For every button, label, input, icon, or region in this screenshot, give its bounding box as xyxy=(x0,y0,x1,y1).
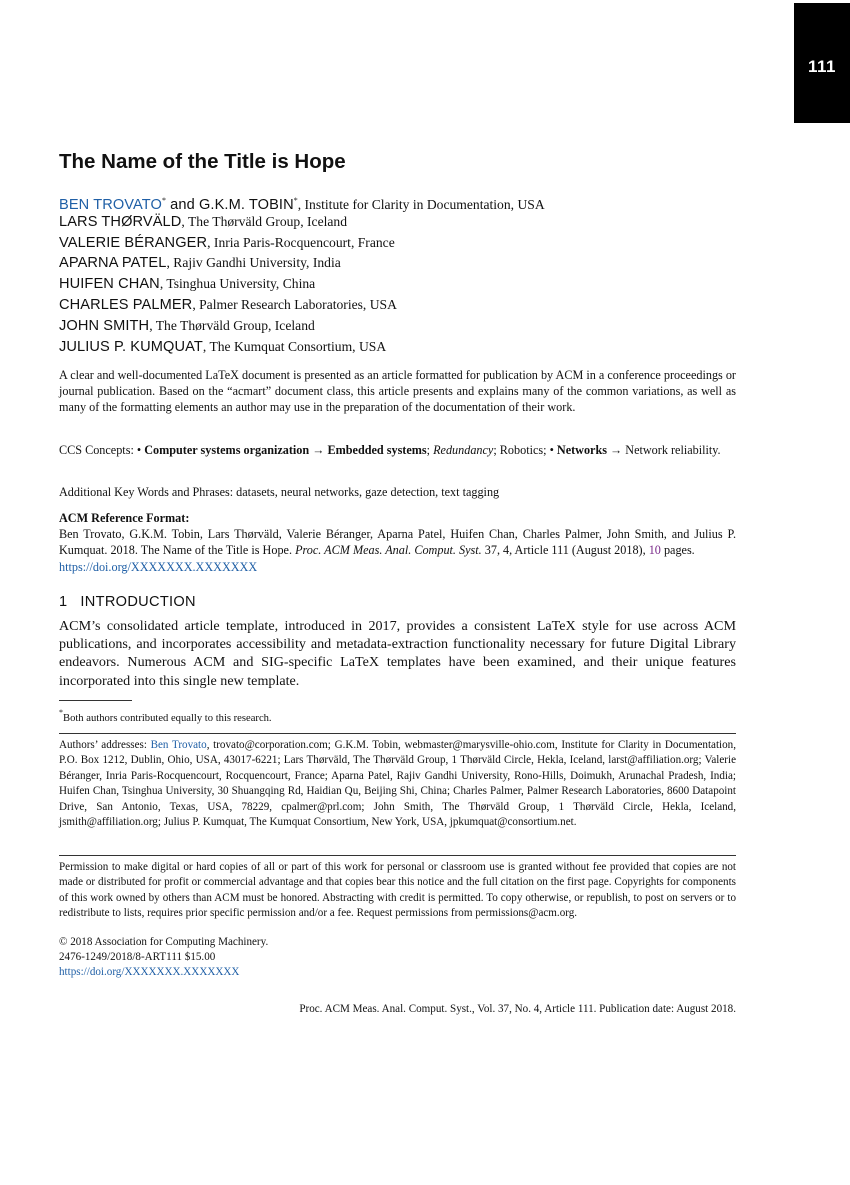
author-line xyxy=(59,253,759,274)
copyright-line: © 2018 Association for Computing Machinery. xyxy=(59,936,269,948)
abstract-text: A clear and well-documented xyxy=(59,368,206,382)
ccs-concept: Redundancy xyxy=(433,443,494,457)
author-joiner: and xyxy=(166,197,199,213)
addresses-text: , trovato@corporation.com; G.K.M. Tobin, webmaster@marysville-ohio.com, Institute for Clarity in Documentation, P.O. Box 1212, Dublin, Ohio, USA, 43017-6221; Lars Thørväld, The Thørväld Group, 1 Thørväld Circle, Hekla, Iceland, larst@affiliation.org; Valerie Béranger, Inria Paris-Rocquencourt, Rocquencourt, France; Aparna Patel, Rajiv Gandhi University, Rono-Hills, Doimukh, Arunachal Pradesh, India; Huifen Chan, Tsinghua University, 30 Shuangqing Rd, Haidian Qu, Beijing Shi, China; Charles Palmer, Palmer Research Laboratories, 8600 Datapoint Drive, San Antonio, Texas, USA, 78229, cpalmer@prl.com; John Smith, The Thørväld Group, 1 Thørväld Circle, Hekla, Iceland, jsmith@affiliation.org; Julius P. Kumquat, The Kumquat Consortium, New York, USA, jpkumquat@consortium.net. xyxy=(59,739,736,829)
paper-title: The Name of the Title is Hope xyxy=(59,150,346,173)
author-line xyxy=(59,274,759,295)
author-name: CHARLES PALMER xyxy=(59,296,193,313)
author-name-link[interactable]: BEN TROVATO xyxy=(59,197,163,213)
equal-contribution-mark: * xyxy=(293,196,298,205)
abstract xyxy=(59,367,736,416)
reference-text: Ben Trovato, G.K.M. Tobin, Lars Thørväld, Valerie Béranger, Aparna Patel, Huifen Chan, Charles Palmer, John Smith, and Julius P. Kumquat. 2018. The Name of the Title is Hope. xyxy=(59,527,736,558)
ccs-arrow: → xyxy=(309,443,328,457)
author-affiliation: , The Kumquat Consortium, USA xyxy=(202,338,387,354)
article-number-tab xyxy=(794,3,850,123)
author-affiliation: , The Thørväld Group, Iceland xyxy=(149,317,315,333)
footnote-text: Both authors contributed equally to this research. xyxy=(63,713,272,724)
addresses-divider xyxy=(59,733,736,734)
author-affiliation: , Inria Paris-Rocquencourt, France xyxy=(207,234,395,250)
authors-addresses xyxy=(59,738,736,830)
permission-doi-link[interactable]: https://doi.org/XXXXXXX.XXXXXXX xyxy=(59,966,240,978)
ccs-bullet: • xyxy=(549,443,557,457)
author-line xyxy=(59,295,759,316)
author-name: APARNA PATEL xyxy=(59,255,167,272)
author-line xyxy=(59,233,759,254)
ccs-label: CCS Concepts: xyxy=(59,443,137,457)
ccs-separator: ; Robotics; xyxy=(493,443,550,457)
section-heading xyxy=(59,594,196,610)
ccs-separator: ; xyxy=(426,443,434,457)
ccs-concepts xyxy=(59,442,736,458)
page-count-link[interactable]: 10 xyxy=(648,543,661,558)
article-number: 111 xyxy=(808,57,836,76)
acm-reference-heading: ACM Reference Format: xyxy=(59,511,190,525)
intro-text: templates have been examined, and their unique features incorporated into this single new template. xyxy=(59,654,736,689)
section-title: INTRODUCTION xyxy=(80,594,196,610)
author-name: G.K.M. TOBIN xyxy=(198,197,294,213)
ccs-bullet: • xyxy=(136,443,145,457)
author-line xyxy=(59,191,759,212)
author-line xyxy=(59,337,759,358)
latex-logo: LaTeX xyxy=(205,368,239,382)
ccs-concept: Embedded systems xyxy=(327,443,427,457)
keywords: Additional Key Words and Phrases: datasets, neural networks, gaze detection, text tagging xyxy=(59,485,500,499)
addresses-label: Authors’ addresses: xyxy=(59,739,151,751)
ccs-concept: Computer systems organization xyxy=(144,443,310,457)
equal-contribution-mark: * xyxy=(162,196,167,205)
author-affiliation: , The Thørväld Group, Iceland xyxy=(181,213,348,229)
author-list xyxy=(59,191,759,357)
ccs-concept: Network reliability. xyxy=(625,443,721,457)
reference-text: pages. xyxy=(660,543,695,558)
author-address-link[interactable]: Ben Trovato xyxy=(150,739,207,751)
author-name: VALERIE BÉRANGER xyxy=(59,234,208,251)
reference-text: 37, 4, Article 111 (August 2018), xyxy=(481,543,649,558)
ccs-concept: Networks xyxy=(556,443,607,457)
footnote xyxy=(59,706,272,725)
ccs-arrow: → xyxy=(607,443,626,457)
doi-link[interactable]: https://doi.org/XXXXXXX.XXXXXXX xyxy=(59,559,258,574)
permission-divider xyxy=(59,855,736,856)
issn-line: 2476-1249/2018/8-ART111 $15.00 xyxy=(59,951,216,963)
footnote-divider xyxy=(59,700,132,701)
page-footer: Proc. ACM Meas. Anal. Comput. Syst., Vol. 37, No. 4, Article 111. Publication date: August 2018. xyxy=(299,1003,736,1015)
author-affiliation: , Palmer Research Laboratories, USA xyxy=(192,296,397,312)
author-affiliation: , Institute for Clarity in Documentation, USA xyxy=(297,197,545,212)
author-name: LARS THØRVÄLD xyxy=(59,213,182,230)
intro-text: ACM’s consolidated article template, introduced in 2017, provides a consistent xyxy=(59,618,537,634)
abstract-text: document is presented as an article formatted for publication by ACM in a conference proceedings or journal publication. Based on the “acmart” document class, this article presents and explains many of the common variations, as well as many of the formatting elements an author may use in the preparation of the documentation of their work. xyxy=(59,368,736,415)
intro-text: style for use across ACM publications, and incorporates accessibility and metadata-extraction functionality necessary for future Digital Library endeavors. Numerous ACM and SIG-specific xyxy=(59,618,736,671)
author-name: JULIUS P. KUMQUAT xyxy=(59,338,203,355)
author-name: HUIFEN CHAN xyxy=(59,276,160,293)
footnote-mark: * xyxy=(59,708,63,717)
author-name: JOHN SMITH xyxy=(59,317,150,334)
introduction-paragraph xyxy=(59,617,736,690)
latex-logo: LaTeX xyxy=(340,654,380,671)
author-affiliation: , Rajiv Gandhi University, India xyxy=(166,255,341,271)
author-affiliation: , Tsinghua University, China xyxy=(159,276,316,292)
author-line xyxy=(59,316,759,337)
permission-notice: Permission to make digital or hard copies of all or part of this work for personal or classroom use is granted without fee provided that copies are not made or distributed for profit or commercial advantage and that copies bear this notice and the full citation on the first page. Copyrights for components of this work owned by others than ACM must be honored. Abstracting with credit is permitted. To copy otherwise, or republish, to post on servers or to redistribute to lists, requires prior specific permission and/or a fee. Request permissions from permissions@acm.org. xyxy=(59,861,736,920)
journal-name: Proc. ACM Meas. Anal. Comput. Syst. xyxy=(295,543,482,558)
author-line xyxy=(59,212,759,233)
latex-logo: LaTeX xyxy=(536,618,576,634)
acm-reference xyxy=(59,526,736,575)
section-number: 1 xyxy=(59,594,68,610)
